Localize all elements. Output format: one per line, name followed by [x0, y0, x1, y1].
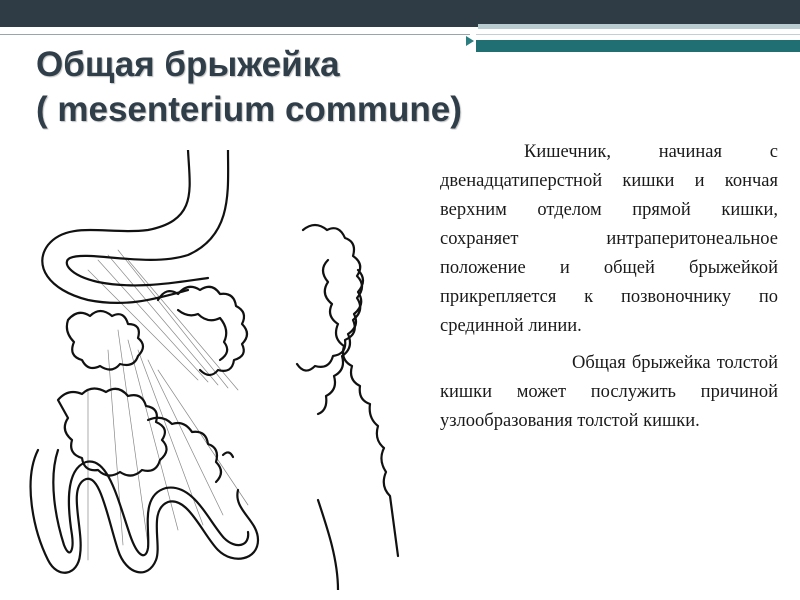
accent-bar [476, 40, 800, 52]
intestine-illustration-icon [28, 150, 428, 590]
divider-line-left [0, 34, 470, 35]
header-bar [0, 0, 800, 27]
header-stripe [478, 24, 800, 29]
slide-title-line2: ( mesenterium commune) [36, 90, 462, 129]
slide-body [440, 138, 778, 444]
slide-title [36, 42, 462, 132]
accent-marker [466, 36, 474, 46]
intestine-illustration [28, 150, 428, 590]
divider-line-right [476, 34, 800, 35]
body-paragraph-1: Кишечник, начиная с двенадцатиперстной кишки и кончая верхним отделом прямой кишки, сохраняет интраперитонеальное положение и общей брыжейкой прикрепляется к позвоночнику по срединной линии. [440, 142, 778, 336]
slide-title-line1: Общая брыжейка [36, 45, 340, 84]
body-paragraph-2: Общая брыжейка толстой кишки может послужить причиной узлообразования толстой кишки. [440, 353, 778, 431]
